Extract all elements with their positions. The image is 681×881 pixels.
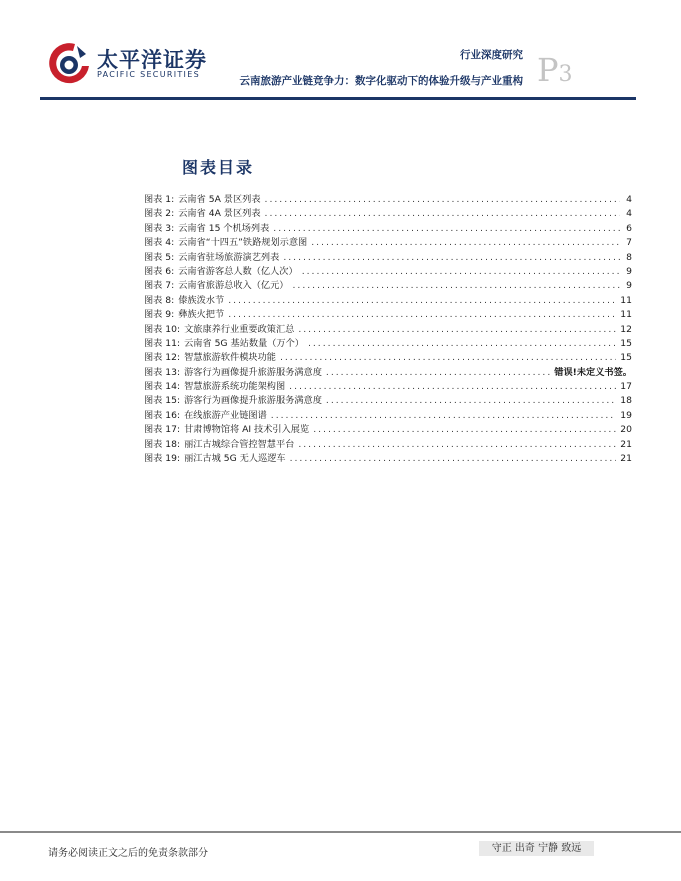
toc-entry-label: 图表 2: — [144, 208, 175, 220]
toc-leader-dots — [280, 351, 616, 365]
toc-entry[interactable] — [144, 452, 632, 466]
toc-entry-title: 甘肃博物馆将 AI 技术引入展览 — [184, 424, 310, 436]
toc-entry-label: 图表 10: — [144, 323, 181, 335]
toc-entry-label: 图表 8: — [144, 294, 175, 306]
toc-entry[interactable] — [144, 394, 632, 408]
toc-entry-label: 图表 11: — [144, 337, 181, 349]
toc-entry-label: 图表 6: — [144, 265, 175, 277]
toc-entry-page: 15 — [620, 337, 632, 349]
toc-entry-page: 11 — [620, 294, 632, 306]
toc-entry-label: 图表 4: — [144, 237, 175, 249]
toc-entry-label: 图表 13: — [144, 366, 181, 378]
toc-entry[interactable] — [144, 294, 632, 308]
toc-entry-page: 错误!未定义书签。 — [554, 366, 632, 378]
toc-entry-title: 智慧旅游软件模块功能 — [184, 352, 276, 364]
footer-motto: 守正 出奇 宁静 致远 — [479, 841, 594, 856]
toc-entry-page: 9 — [626, 265, 632, 277]
toc-entry-page: 8 — [626, 251, 632, 263]
toc-entry-title: 丽江古城 5G 无人巡逻车 — [184, 453, 286, 465]
toc-entry[interactable] — [144, 380, 632, 394]
toc-entry-title: 在线旅游产业链图谱 — [184, 409, 267, 421]
toc-leader-dots — [326, 366, 550, 380]
toc-entry-title: 云南省 5A 景区列表 — [178, 194, 261, 205]
toc-leader-dots — [302, 265, 620, 279]
toc-entry[interactable] — [144, 438, 632, 452]
toc-entry-title: 云南省“十四五”铁路规划示意图 — [178, 237, 308, 249]
toc-entry-page: 20 — [620, 424, 632, 436]
page-number — [537, 51, 573, 91]
toc-entry[interactable] — [144, 409, 632, 423]
toc-entry-title: 云南省 4A 景区列表 — [178, 208, 261, 220]
toc-leader-dots — [290, 452, 617, 466]
toc-entry-label: 图表 5: — [144, 251, 175, 263]
toc-entry-page: 17 — [620, 381, 632, 393]
brand-name-en: PACIFIC SECURITIES — [97, 70, 200, 79]
toc-entry[interactable] — [144, 251, 632, 265]
toc-leader-dots — [228, 294, 616, 308]
toc-entry-page: 4 — [626, 208, 632, 220]
toc-entry[interactable] — [144, 323, 632, 337]
page-digit: 3 — [558, 62, 573, 87]
toc-entry-label: 图表 12: — [144, 352, 181, 364]
toc-entry-label: 图表 9: — [144, 309, 175, 321]
toc-entry-page: 15 — [620, 352, 632, 364]
toc-entry[interactable] — [144, 207, 632, 221]
toc-leader-dots — [273, 222, 620, 236]
toc-entry-page: 21 — [620, 453, 632, 465]
toc-entry-title: 游客行为画像提升旅游服务满意度 — [184, 366, 322, 378]
toc-leader-dots — [271, 409, 617, 423]
toc-leader-dots — [228, 308, 616, 322]
report-title: 云南旅游产业链竞争力：数字化驱动下的体验升级与产业重构 — [239, 75, 523, 87]
toc-entry-title: 智慧旅游系统功能架构图 — [184, 381, 286, 393]
brand-name-cn: 太平洋证券 — [97, 48, 207, 72]
toc-entry[interactable] — [144, 366, 632, 380]
toc-leader-dots — [265, 207, 620, 221]
toc-leader-dots — [265, 193, 620, 207]
toc-entry-page: 4 — [626, 194, 632, 205]
toc-leader-dots — [293, 279, 621, 293]
header-divider — [40, 97, 636, 100]
toc-entry-label: 图表 18: — [144, 438, 181, 450]
toc-entry-title: 彝族火把节 — [178, 309, 225, 321]
toc-leader-dots — [311, 236, 620, 250]
toc-list — [144, 193, 632, 466]
toc-entry[interactable] — [144, 193, 632, 207]
toc-entry-label: 图表 19: — [144, 453, 181, 465]
toc-entry-title: 云南省驻场旅游演艺列表 — [178, 251, 280, 263]
page-letter: P — [537, 51, 559, 89]
report-type: 行业深度研究 — [460, 49, 523, 61]
toc-entry[interactable] — [144, 236, 632, 250]
footer-divider — [0, 831, 681, 833]
toc-entry-title: 文旅康养行业重要政策汇总 — [184, 323, 295, 335]
toc-entry-label: 图表 16: — [144, 409, 181, 421]
toc-leader-dots — [283, 251, 620, 265]
footer-disclaimer: 请务必阅读正文之后的免责条款部分 — [48, 848, 208, 859]
toc-entry-title: 云南省 5G 基站数量（万个） — [184, 337, 304, 349]
toc-entry-page: 21 — [620, 438, 632, 450]
toc-entry-title: 游客行为画像提升旅游服务满意度 — [184, 395, 322, 407]
toc-leader-dots — [298, 323, 616, 337]
toc-entry-title: 傣族泼水节 — [178, 294, 225, 306]
toc-entry-title: 云南省 15 个机场列表 — [178, 222, 270, 234]
toc-entry-title: 丽江古城综合管控智慧平台 — [184, 438, 295, 450]
toc-entry[interactable] — [144, 337, 632, 351]
toc-entry-page: 7 — [626, 237, 632, 249]
toc-entry-label: 图表 3: — [144, 222, 175, 234]
toc-leader-dots — [298, 438, 616, 452]
toc-leader-dots — [289, 380, 616, 394]
toc-entry[interactable] — [144, 351, 632, 365]
toc-leader-dots — [308, 337, 616, 351]
toc-entry-page: 12 — [620, 323, 632, 335]
toc-entry[interactable] — [144, 279, 632, 293]
toc-entry-page: 19 — [620, 409, 632, 421]
toc-entry[interactable] — [144, 265, 632, 279]
toc-entry-page: 6 — [626, 222, 632, 234]
toc-entry[interactable] — [144, 222, 632, 236]
toc-entry-title: 云南省游客总人数（亿人次） — [178, 265, 298, 277]
toc-entry-title: 云南省旅游总收入（亿元） — [178, 280, 289, 292]
toc-entry-label: 图表 17: — [144, 424, 181, 436]
toc-entry-page: 9 — [626, 280, 632, 292]
pacific-securities-logo-icon — [46, 40, 91, 85]
toc-heading: 图表目录 — [182, 158, 255, 177]
toc-entry[interactable] — [144, 308, 632, 322]
toc-entry-page: 11 — [620, 309, 632, 321]
toc-entry-label: 图表 1: — [144, 194, 175, 205]
toc-leader-dots — [326, 394, 616, 408]
toc-entry-label: 图表 15: — [144, 395, 181, 407]
toc-entry-label: 图表 14: — [144, 381, 181, 393]
toc-entry-page: 18 — [620, 395, 632, 407]
toc-entry[interactable] — [144, 423, 632, 437]
toc-entry-label: 图表 7: — [144, 280, 175, 292]
toc-leader-dots — [313, 423, 616, 437]
